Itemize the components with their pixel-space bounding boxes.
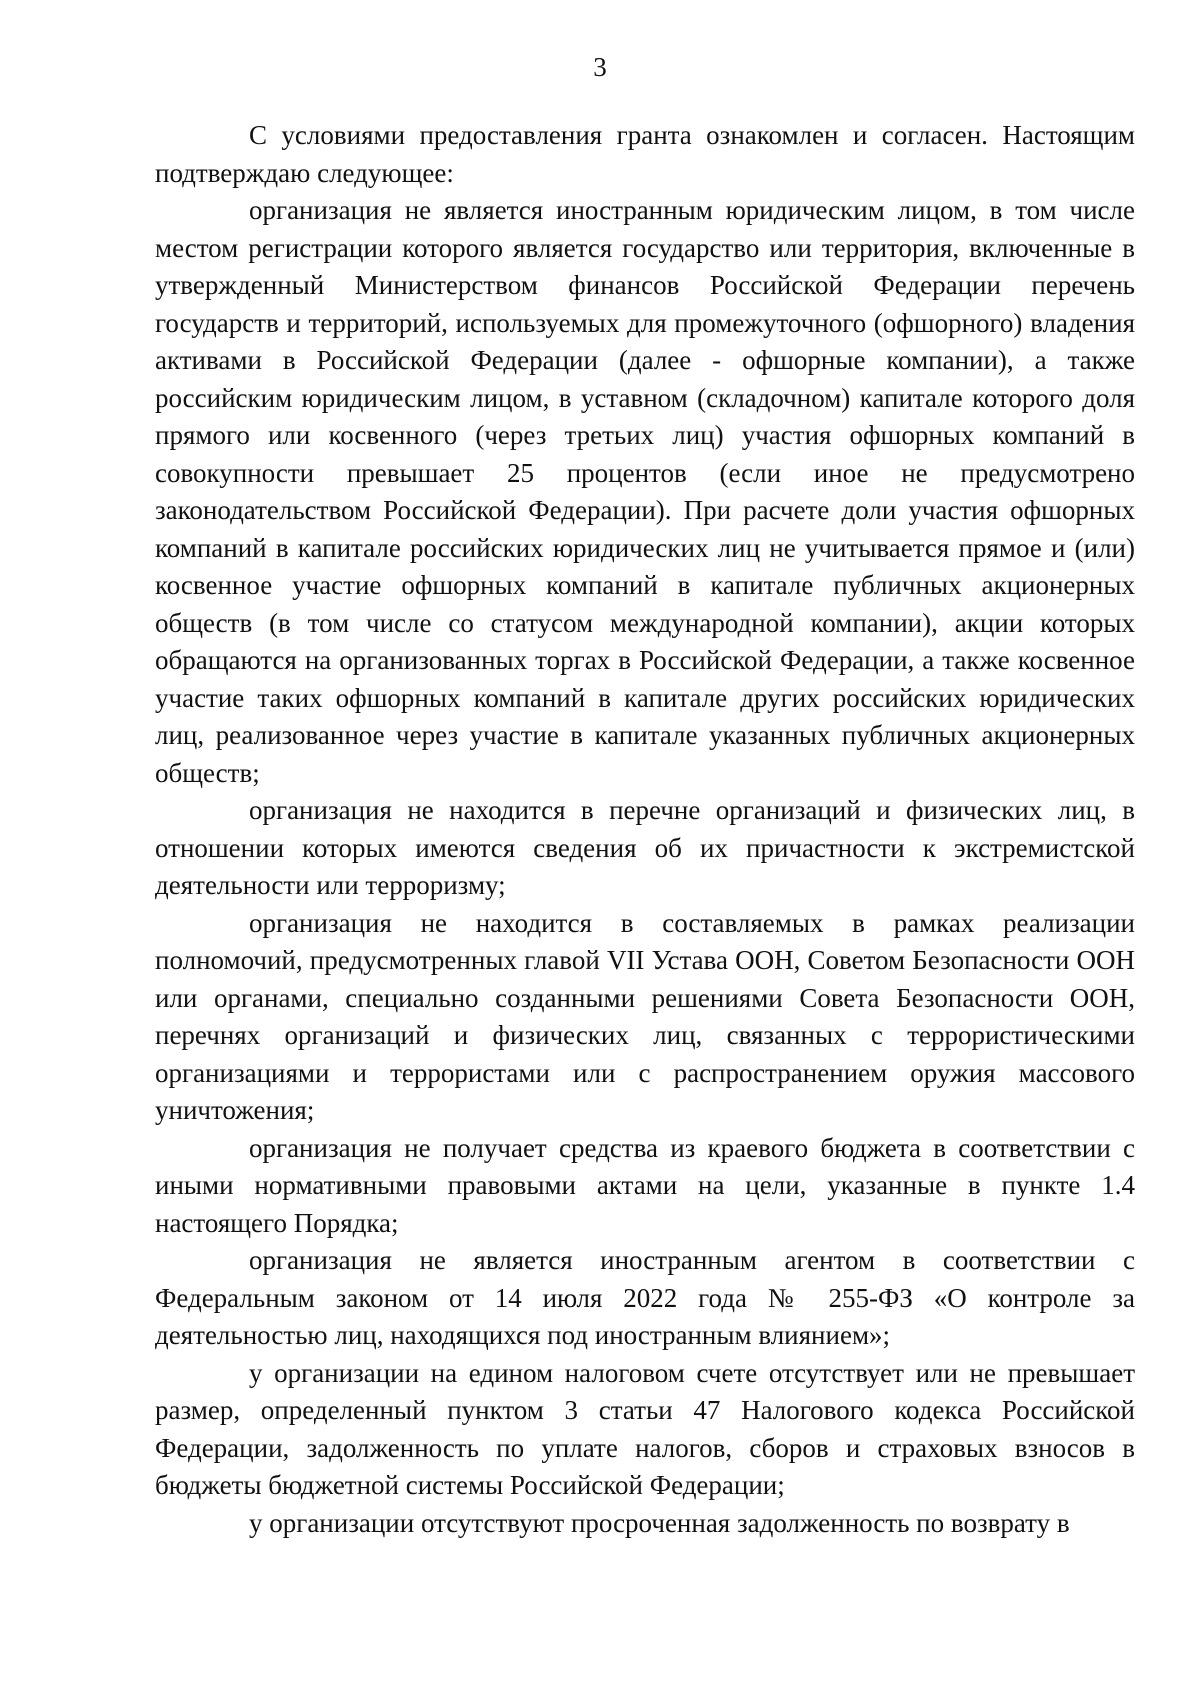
paragraph-offshore-status: организация не является иностранным юридическим лицом, в том числе местом регистрации которого является государство или территория, включенные в утвержденный Министерством финансов Российской Федерации перечень государств и территорий, используемых для промежуточного (офшорного) владения активами в Российской Федерации (далее - офшорные компании), а также российским юридическим лицом, в уставном (складочном) капитале которого доля прямого или косвенного (через третьих лиц) участия офшорных компаний в совокупности превышает 25 процентов (если иное не предусмотрено законодательством Российской Федерации). При расчете доли участия офшорных компаний в капитале российских юридических лиц не учитывается прямое и (или) косвенное участие офшорных компаний в капитале публичных акционерных обществ (в том числе со статусом международной компании), акции которых обращаются на организованных торгах в Российской Федерации, а также косвенное участие таких офшорных компаний в капитале других российских юридических лиц, реализованное через участие в капитале указанных публичных акционерных обществ; bbox=[155, 195, 1135, 788]
paragraph-extremism-list: организация не находится в перечне организаций и физических лиц, в отношении которых имеются сведения об их причастности к экстремистской деятельности или терроризму; bbox=[155, 795, 1135, 900]
paragraph-foreign-agent: организация не является иностранным агентом в соответствии с Федеральным законом от 14 июля 2022 года № 255-ФЗ «О контроле за деятельностью лиц, находящихся под иностранным влиянием»; bbox=[155, 1245, 1135, 1350]
document-body bbox=[155, 117, 1135, 1542]
paragraph-un-sanctions-list: организация не находится в составляемых в рамках реализации полномочий, предусмотренных главой VII Устава ООН, Советом Безопасности ООН или органами, специально созданными решениями Совета Безопасности ООН, перечнях организаций и физических лиц, связанных с террористическими организациями и террористами или с распространением оружия массового уничтожения; bbox=[155, 907, 1135, 1125]
paragraph-overdue-debt: у организации отсутствуют просроченная задолженность по возврату в bbox=[249, 1507, 1070, 1538]
page-number: 3 bbox=[593, 52, 607, 82]
paragraph-regional-budget: организация не получает средства из краевого бюджета в соответствии с иными нормативными правовыми актами на цели, указанные в пункте 1.4 настоящего Порядка; bbox=[155, 1132, 1135, 1238]
paragraph-tax-debt: у организации на едином налоговом счете отсутствует или не превышает размер, определенный пунктом 3 статьи 47 Налогового кодекса Российской Федерации, задолженность по уплате налогов, сборов и страховых взносов в бюджеты бюджетной системы Российской Федерации; bbox=[155, 1357, 1135, 1500]
paragraph-consent: С условиями предоставления гранта ознакомлен и согласен. Настоящим подтверждаю следующее: bbox=[155, 120, 1135, 188]
